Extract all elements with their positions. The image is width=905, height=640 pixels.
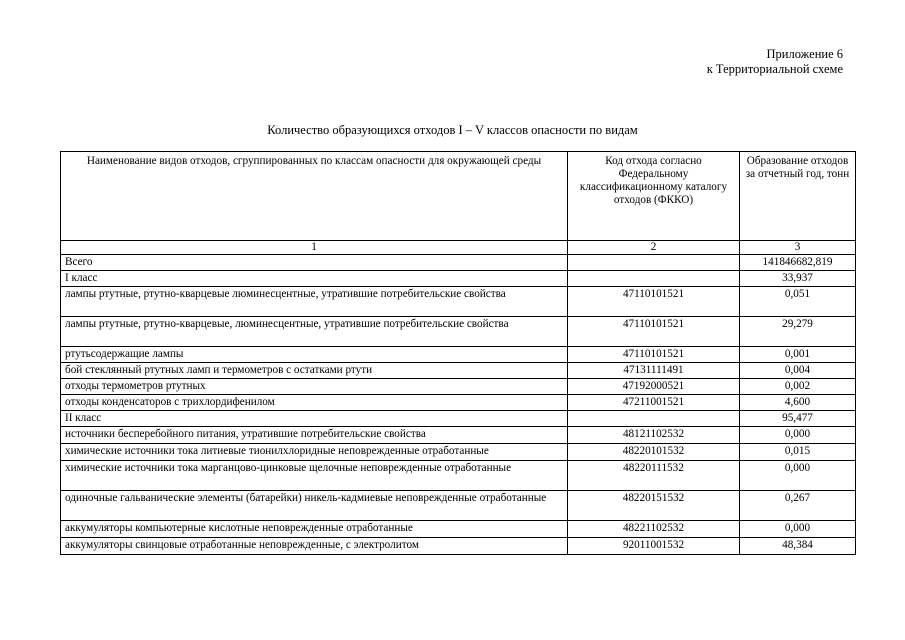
table-row [61,271,856,287]
fkko-code-cell: 47110101521 [568,287,740,317]
amount-cell: 0,000 [740,461,856,491]
waste-name-cell: отходы конденсаторов с трихлордифенилом [61,395,568,411]
waste-table [60,151,856,555]
table-row [61,287,856,317]
amount-cell: 0,000 [740,521,856,538]
fkko-code-cell: 48220101532 [568,444,740,461]
document-title: Количество образующихся отходов I – V классов опасности по видам [267,123,638,137]
fkko-code-cell: 48121102532 [568,427,740,444]
table-header-row [61,152,856,241]
amount-cell: 4,600 [740,395,856,411]
table-row [61,395,856,411]
table-row [61,538,856,555]
header-waste-name: Наименование видов отходов, сгруппированных по классам опасности для окружающей среды [61,152,568,241]
amount-cell: 0,051 [740,287,856,317]
waste-name-cell: лампы ртутные, ртутно-кварцевые, люминесцентные, утратившие потребительские свойства [61,317,568,347]
waste-name-cell: Всего [61,255,568,271]
waste-name-cell: одиночные гальванические элементы (батарейки) никель-кадмиевые неповрежденные отработанные [61,491,568,521]
waste-name-cell: источники бесперебойного питания, утратившие потребительские свойства [61,427,568,444]
amount-cell: 0,267 [740,491,856,521]
waste-name-cell: аккумуляторы компьютерные кислотные неповрежденные отработанные [61,521,568,538]
amount-cell: 0,004 [740,363,856,379]
appendix-caption [707,47,843,77]
fkko-code-cell [568,255,740,271]
table-row [61,379,856,395]
amount-cell: 33,937 [740,271,856,287]
fkko-code-cell: 92011001532 [568,538,740,555]
column-number: 2 [568,241,740,255]
table-row [61,411,856,427]
fkko-code-cell: 48221102532 [568,521,740,538]
waste-name-cell: бой стеклянный ртутных ламп и термометров с остатками ртути [61,363,568,379]
waste-name-cell: лампы ртутные, ртутно-кварцевые люминесцентные, утратившие потребительские свойства [61,287,568,317]
amount-cell: 29,279 [740,317,856,347]
waste-name-cell: аккумуляторы свинцовые отработанные неповрежденные, с электролитом [61,538,568,555]
table-row [61,347,856,363]
fkko-code-cell: 47110101521 [568,347,740,363]
amount-cell: 141846682,819 [740,255,856,271]
fkko-code-cell: 47192000521 [568,379,740,395]
fkko-code-cell [568,271,740,287]
appendix-number: Приложение 6 [766,47,843,61]
table-row [61,444,856,461]
amount-cell: 0,000 [740,427,856,444]
header-amount: Образование отходов за отчетный год, тонн [740,152,856,241]
waste-name-cell: ртутьсодержащие лампы [61,347,568,363]
fkko-code-cell: 48220151532 [568,491,740,521]
amount-cell: 0,002 [740,379,856,395]
fkko-code-cell: 48220111532 [568,461,740,491]
fkko-code-cell: 47211001521 [568,395,740,411]
fkko-code-cell [568,411,740,427]
table-row [61,461,856,491]
fkko-code-cell: 47110101521 [568,317,740,347]
waste-name-cell: II класс [61,411,568,427]
waste-name-cell: химические источники тока марганцово-цинковые щелочные неповрежденные отработанные [61,461,568,491]
appendix-reference: к Территориальной схеме [706,62,843,76]
amount-cell: 0,001 [740,347,856,363]
waste-name-cell: I класс [61,271,568,287]
table-row [61,491,856,521]
column-number-row [61,241,856,255]
table-row [61,427,856,444]
amount-cell: 0,015 [740,444,856,461]
waste-name-cell: отходы термометров ртутных [61,379,568,395]
table-row [61,363,856,379]
table-row [61,255,856,271]
amount-cell: 48,384 [740,538,856,555]
fkko-code-cell: 47131111491 [568,363,740,379]
table-row [61,521,856,538]
column-number: 3 [740,241,856,255]
header-fkko-code: Код отхода согласно Федеральному классификационному каталогу отходов (ФККО) [568,152,740,241]
table-row [61,317,856,347]
waste-name-cell: химические источники тока литиевые тионилхлоридные неповрежденные отработанные [61,444,568,461]
amount-cell: 95,477 [740,411,856,427]
column-number: 1 [61,241,568,255]
